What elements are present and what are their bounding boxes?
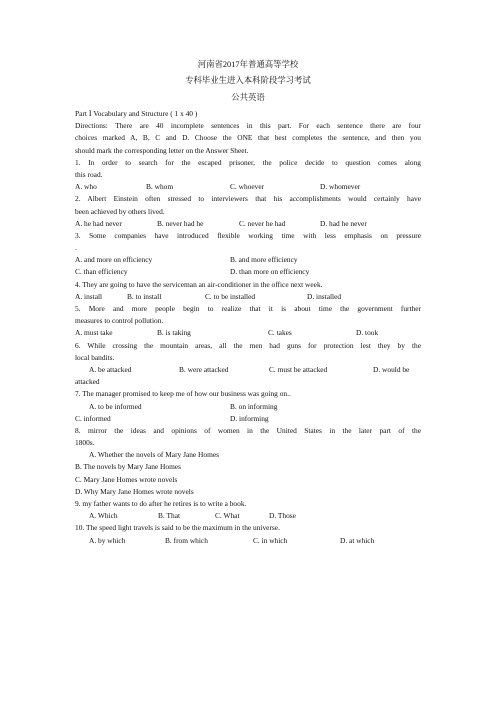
option-a: A. install	[75, 291, 103, 301]
question-stem: 7. The manager promised to keep me of how our business was going on..	[75, 389, 291, 399]
option-c: C. What	[215, 511, 240, 521]
option-b: B. is taking	[157, 328, 191, 338]
option-d: D. Those	[269, 511, 296, 521]
option-d: D. whomever	[320, 182, 361, 192]
options-row	[75, 364, 421, 376]
option-c: C. whoever	[230, 182, 265, 192]
question-stem: measures to control pollution.	[75, 316, 164, 326]
directions-line: should mark the corresponding letter on the Answer Sheet.	[75, 145, 249, 155]
option-d: D. at which	[340, 535, 375, 545]
option-c: C. never he had	[239, 218, 286, 228]
question-stem: 10. The speed light travels is said to be the maximum in the universe.	[75, 523, 280, 533]
question-stem: 2. Albert Einstein often stressed to interviewers that his accomplishments would certainly have	[75, 194, 421, 204]
option-a: A. to be informed	[89, 401, 142, 411]
option-d: D. Why Mary Jane Homes wrote novels	[75, 486, 194, 496]
option-b: B. never had he	[157, 218, 204, 228]
question-stem: 4. They are going to have the serviceman an air-conditioner in the office next week.	[75, 279, 323, 289]
exam-body	[75, 108, 421, 547]
options-row	[75, 218, 421, 230]
options-row	[75, 401, 421, 413]
directions-line: Directions: There are 40 incomplete sentences in this part. For each sentence there are four	[75, 121, 421, 131]
exam-title: 专科毕业生进入本科阶段学习考试	[185, 76, 311, 85]
option-c: C. than efficiency	[75, 267, 128, 277]
options-row	[75, 413, 421, 425]
option-b: B. on informing	[230, 401, 278, 411]
options-row	[75, 535, 421, 547]
options-row	[75, 291, 421, 303]
option-d: D. informing	[230, 413, 269, 423]
options-row	[75, 510, 421, 522]
option-b: B. The novels by Mary Jane Homes	[75, 462, 181, 472]
option-c: C. in which	[253, 535, 288, 545]
option-d: D. had he never	[320, 218, 367, 228]
option-d: D. would be	[373, 364, 410, 374]
question-stem: .	[75, 243, 77, 253]
option-d-continued: attacked	[75, 377, 100, 387]
option-a: A. Which	[89, 511, 118, 521]
option-a: A. must take	[75, 328, 113, 338]
question-stem: local bandits.	[75, 352, 115, 362]
option-c: C. to be installed	[205, 291, 256, 301]
option-b: B. to install	[127, 291, 162, 301]
option-c: C. Mary Jane Homes wrote novels	[75, 474, 178, 484]
school-title: 河南省2017年普通高等学校	[197, 60, 299, 69]
options-row	[75, 327, 421, 339]
question-stem: 6. While crossing the mountain areas, all the men had guns for protection lest they by the	[75, 340, 421, 350]
options-row	[75, 254, 421, 266]
option-b: B. were attacked	[179, 364, 229, 374]
option-d: D. than more on efficiency	[230, 267, 310, 277]
options-row	[75, 181, 421, 193]
option-d: D. took	[356, 328, 379, 338]
option-c: C. must be attacked	[269, 364, 328, 374]
option-a: A. and more on efficiency	[75, 255, 153, 265]
question-stem: 5. More and more people begin to realize that it is about time the government further	[75, 304, 421, 313]
question-stem: 3. Some companies have introduced flexible working time with less emphasis on pressure	[75, 230, 421, 240]
option-a: A. who	[75, 182, 97, 192]
option-a: A. Whether the novels of Mary Jane Homes	[89, 450, 219, 460]
option-d: D. installed	[307, 291, 342, 301]
option-b: B. and more efficiency	[230, 255, 298, 265]
option-b: B. That	[158, 511, 181, 521]
option-a: A. by which	[89, 535, 126, 545]
option-a: A. he had never	[75, 218, 122, 228]
option-b: B. whom	[146, 182, 174, 192]
option-a: A. be attacked	[89, 364, 132, 374]
question-stem: 1. In order to search for the escaped prisoner, the police decide to question comes along	[75, 157, 421, 167]
question-stem: 1800s.	[75, 438, 95, 448]
question-stem: 9. my father wants to do after he retires is to write a book.	[75, 499, 247, 508]
question-stem: 8. mirror the ideas and opinions of women in the United States in the later part of the	[75, 425, 421, 435]
question-stem: this road.	[75, 169, 103, 179]
directions-line: choices marked A, B, C and D. Choose the ONE that best completes the sentence, and then you	[75, 133, 421, 143]
option-c: C. informed	[75, 413, 111, 423]
question-stem: been achieved by others lived.	[75, 206, 165, 216]
option-c: C. takes	[268, 328, 292, 338]
options-row	[75, 266, 421, 278]
option-b: B. from which	[165, 535, 208, 545]
part-heading: Part Ⅰ Vocabulary and Structure ( 1 x 40 )	[75, 109, 198, 118]
subject-title: 公共英语	[231, 93, 265, 102]
